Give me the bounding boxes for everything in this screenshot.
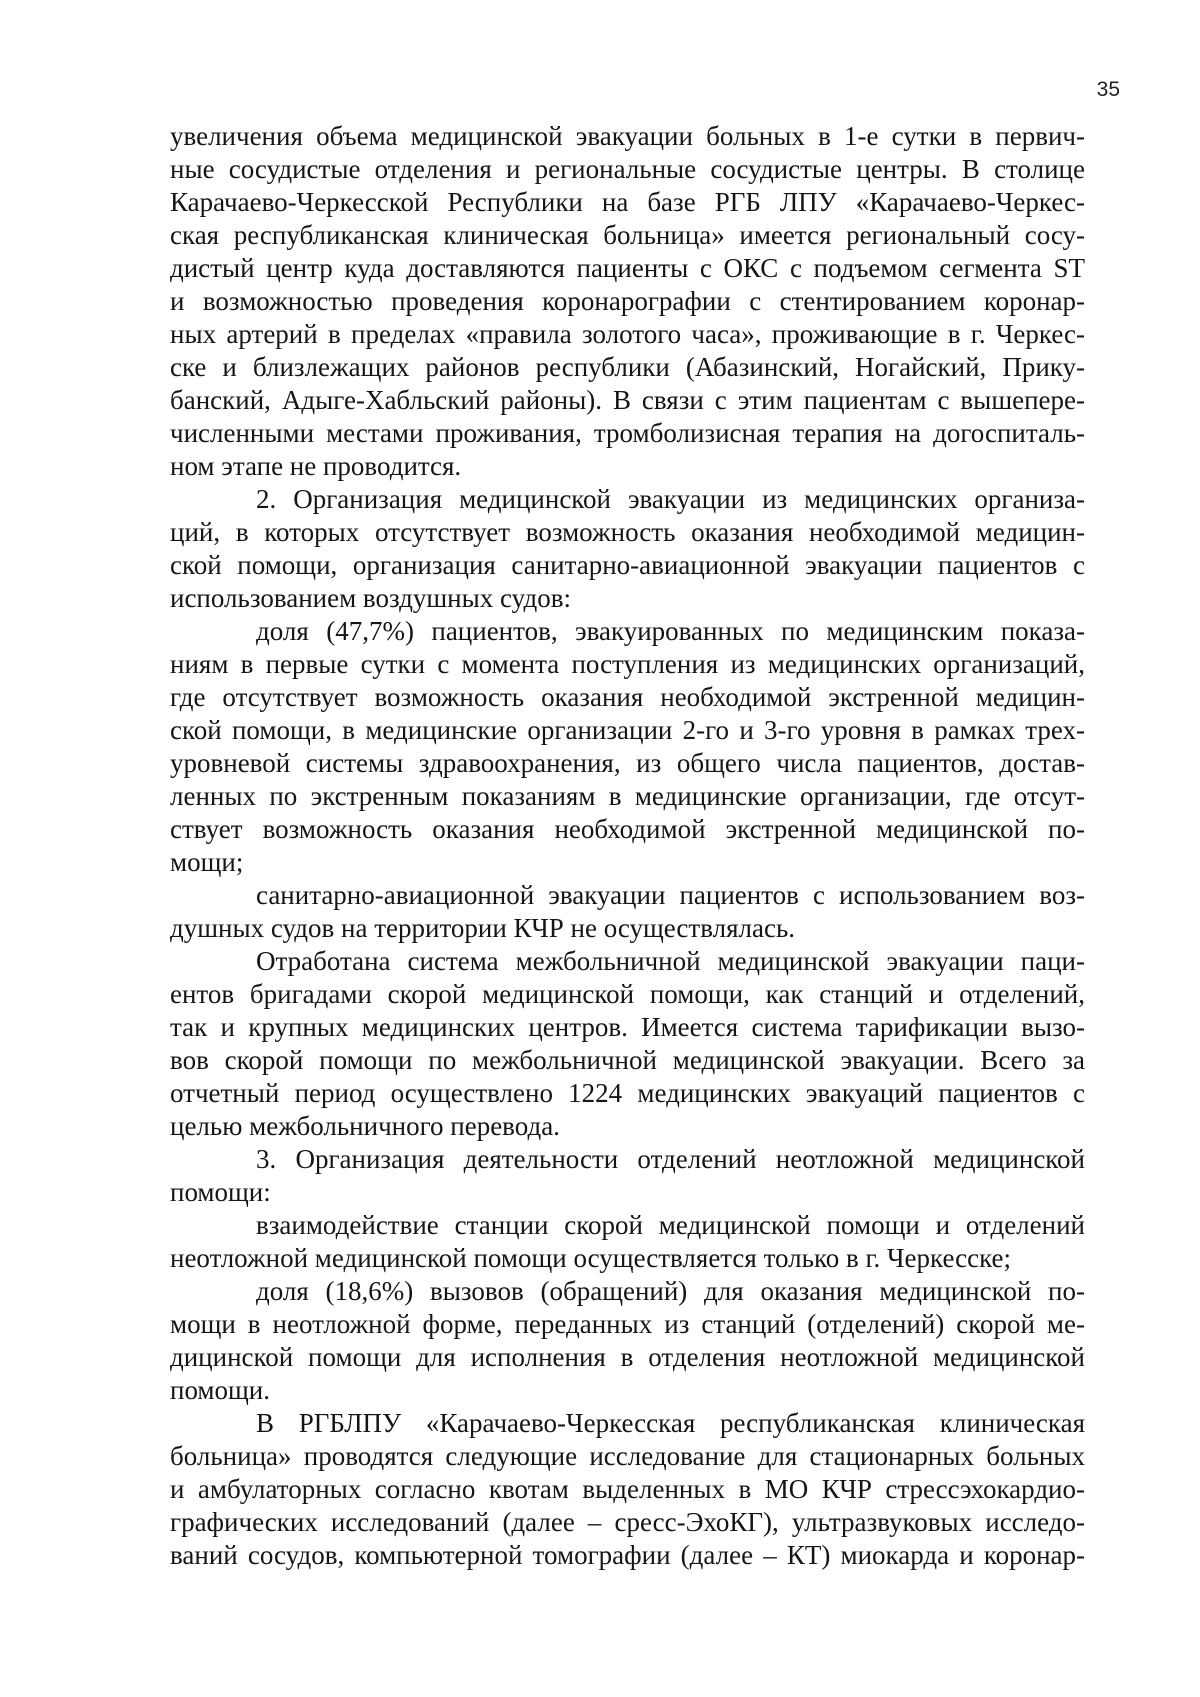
text-line: где отсутствует возможность оказания необходимой экстренной медицин- [170, 682, 1085, 712]
text-line: 2. Организация медицинской эвакуации из медицинских организа- [256, 484, 1085, 514]
text-line: увеличения объема медицинской эвакуации больных в 1-е сутки в первич- [170, 121, 1085, 151]
text-line: ных артерий в пределах «правила золотого часа», проживающие в г. Черкес- [170, 319, 1085, 349]
text-line: ные сосудистые отделения и региональные сосудистые центры. В столице [170, 154, 1085, 184]
text-line: вов скорой помощи по межбольничной медицинской эвакуации. Всего за [170, 1045, 1085, 1075]
text-line: ске и близлежащих районов республики (Абазинский, Ногайский, Прику- [170, 352, 1085, 382]
text-line: отчетный период осуществлено 1224 медицинских эвакуаций пациентов с [170, 1078, 1085, 1108]
text-line: ций, в которых отсутствует возможность оказания необходимой медицин- [170, 517, 1085, 547]
text-line: использованием воздушных судов: [170, 583, 571, 613]
text-line: и амбулаторных согласно квотам выделенных в МО КЧР стрессэхокардио- [170, 1474, 1085, 1504]
text-line: В РГБЛПУ «Карачаево-Черкесская республиканская клиническая [256, 1408, 1085, 1438]
text-line: численными местами проживания, тромболизисная терапия на догоспиталь- [170, 418, 1085, 448]
text-line: ном этапе не проводится. [170, 451, 462, 481]
text-line: ниям в первые сутки с момента поступления из медицинских организаций, [170, 649, 1085, 679]
text-line: и возможностью проведения коронарографии с стентированием коронар- [170, 286, 1085, 316]
text-line: ской помощи, в медицинские организации 2-го и 3-го уровня в рамках трех- [170, 715, 1085, 745]
text-line: санитарно-авиационной эвакуации пациентов с использованием воз- [256, 880, 1085, 910]
text-line: так и крупных медицинских центров. Имеется система тарификации вызо- [170, 1012, 1085, 1042]
text-line: ская республиканская клиническая больница» имеется региональный сосу- [170, 220, 1085, 250]
text-line: целью межбольничного перевода. [170, 1111, 560, 1141]
text-line: Карачаево-Черкесской Республики на базе РГБ ЛПУ «Карачаево-Черкес- [170, 187, 1085, 217]
text-line: неотложной медицинской помощи осуществляется только в г. Черкесске; [170, 1243, 1012, 1273]
text-line: Отработана система межбольничной медицинской эвакуации паци- [256, 946, 1085, 976]
text-line: уровневой системы здравоохранения, из общего числа пациентов, достав- [170, 748, 1085, 778]
text-line: помощи. [170, 1375, 271, 1405]
text-line: ленных по экстренным показаниям в медицинские организации, где отсут- [170, 781, 1085, 811]
text-line: больница» проводятся следующие исследование для стационарных больных [170, 1441, 1085, 1471]
page-number: 35 [1096, 78, 1120, 101]
text-line: душных судов на территории КЧР не осуществлялась. [170, 913, 796, 943]
text-line: мощи в неотложной форме, переданных из станций (отделений) скорой ме- [170, 1309, 1085, 1339]
text-line: мощи; [170, 847, 244, 877]
text-line: 3. Организация деятельности отделений неотложной медицинской [256, 1144, 1085, 1174]
text-line: ентов бригадами скорой медицинской помощи, как станций и отделений, [170, 979, 1085, 1009]
text-line: помощи: [170, 1177, 271, 1207]
text-line: взаимодействие станции скорой медицинской помощи и отделений [256, 1210, 1085, 1240]
text-line: графических исследований (далее – сресс-ЭхоКГ), ультразвуковых исследо- [170, 1507, 1085, 1537]
text-line: ствует возможность оказания необходимой экстренной медицинской по- [170, 814, 1085, 844]
text-line: ваний сосудов, компьютерной томографии (далее – КТ) миокарда и коронар- [170, 1540, 1085, 1570]
text-line: дистый центр куда доставляются пациенты с ОКС с подъемом сегмента ST [170, 253, 1085, 283]
body-text [170, 120, 1085, 1572]
text-line: доля (47,7%) пациентов, эвакуированных по медицинским показа- [256, 616, 1085, 646]
text-line: доля (18,6%) вызовов (обращений) для оказания медицинской по- [256, 1276, 1085, 1306]
text-line: ской помощи, организация санитарно-авиационной эвакуации пациентов с [170, 550, 1085, 580]
text-line: дицинской помощи для исполнения в отделения неотложной медицинской [170, 1342, 1085, 1372]
text-line: банский, Адыге-Хабльский районы). В связи с этим пациентам с вышепере- [170, 385, 1085, 415]
